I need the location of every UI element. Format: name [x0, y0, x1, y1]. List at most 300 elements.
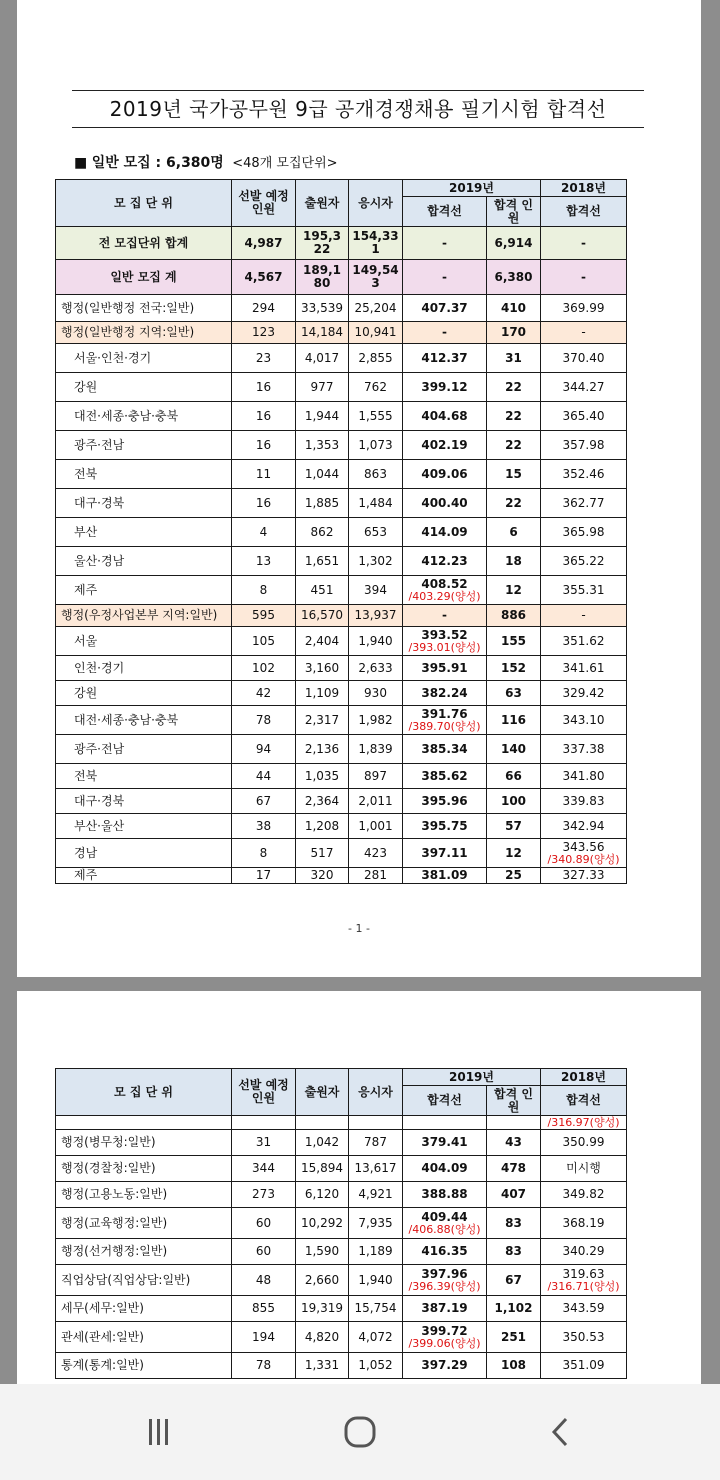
cell-planned: 31 [232, 1130, 296, 1156]
value: 7,935 [358, 1215, 393, 1230]
cell-examinees [349, 431, 403, 460]
cell-cutoff-2018 [541, 518, 627, 547]
value: 357.98 [562, 437, 605, 452]
cell-applicants [296, 868, 349, 884]
cell-passers: 22 [487, 373, 541, 402]
cell-cutoff-2018 [541, 260, 627, 295]
cell-unit-name: 대구·경북 [56, 789, 232, 814]
value: 388.88 [421, 1187, 468, 1201]
value: 14,184 [301, 325, 343, 339]
header-cutoff_2018: 합격선 [541, 1086, 627, 1116]
table-row [56, 460, 627, 489]
value: 1,302 [358, 553, 393, 568]
value: 379.41 [421, 1135, 468, 1149]
value: 1,073 [358, 437, 393, 452]
value: 343.56 [562, 839, 605, 854]
cell-passers: 1,102 [487, 1296, 541, 1322]
value: 1,035 [304, 768, 340, 783]
value: 395.75 [421, 818, 468, 833]
cell-empty [296, 1116, 349, 1130]
android-navigation-bar [0, 1384, 720, 1480]
table-row [56, 605, 627, 627]
cell-cutoff-2018 [541, 1239, 627, 1265]
value: 395.91 [421, 660, 468, 675]
cell-unit-name: 일반 모집 계 [56, 260, 232, 295]
value: 897 [364, 768, 387, 783]
cell-passers: 43 [487, 1130, 541, 1156]
value: 10,941 [354, 325, 397, 339]
value: 1,944 [304, 408, 340, 423]
cell-cutoff-2018 [541, 402, 627, 431]
cell-unit-name: 인천·경기 [56, 656, 232, 681]
cell-planned: 294 [232, 295, 296, 322]
value: 344.27 [562, 379, 605, 394]
table-row [56, 706, 627, 735]
table-row [56, 1296, 627, 1322]
cell-cutoff-2018 [541, 227, 627, 260]
cell-cutoff-2018 [541, 1156, 627, 1182]
value: 1,590 [304, 1244, 340, 1258]
value: 1,651 [304, 553, 340, 568]
cell-examinees [349, 260, 403, 295]
cell-applicants [296, 460, 349, 489]
cell-examinees [349, 373, 403, 402]
value: 930 [364, 685, 387, 700]
value: 404.68 [421, 408, 468, 423]
recent-apps-button[interactable] [138, 1414, 178, 1450]
header-passers: 합격 인원 [487, 197, 541, 227]
cell-cutoff-2018 [541, 1322, 627, 1353]
home-button[interactable] [340, 1414, 380, 1450]
value: 320 [310, 868, 334, 882]
value: 13,617 [354, 1161, 397, 1175]
header-year_2019: 2019년 [403, 1069, 541, 1086]
cell-empty [403, 1116, 487, 1130]
cell-planned: 105 [232, 627, 296, 656]
cell-applicants [296, 1322, 349, 1353]
value: 2,136 [304, 741, 340, 756]
cell-passers: 83 [487, 1239, 541, 1265]
cell-planned: 44 [232, 764, 296, 789]
cell-unit-name: 세무(세무:일반) [56, 1296, 232, 1322]
cell-applicants [296, 547, 349, 576]
cell-planned: 4,987 [232, 227, 296, 260]
cell-passers: 12 [487, 576, 541, 605]
header-applicants: 출원자 [296, 180, 349, 227]
value: 15,754 [354, 1301, 397, 1315]
cell-cutoff-2019 [403, 839, 487, 868]
cell-cutoff-2018 [541, 489, 627, 518]
value: 352.46 [562, 466, 605, 481]
cell-cutoff-2019 [403, 1239, 487, 1265]
value: 6,120 [304, 1187, 340, 1201]
cell-examinees [349, 1182, 403, 1208]
section-label: 일반 모집 : 6,380명 [91, 155, 224, 171]
cell-unit-name: 서울 [56, 627, 232, 656]
cutoff-table-page-1 [55, 179, 627, 884]
cell-planned: 11 [232, 460, 296, 489]
cell-applicants [296, 518, 349, 547]
cell-passers: 83 [487, 1208, 541, 1239]
value: 1,982 [358, 712, 393, 727]
cell-examinees [349, 735, 403, 764]
cell-applicants [296, 344, 349, 373]
value: 365.40 [562, 408, 605, 423]
value: 862 [310, 524, 334, 539]
table-row [56, 1182, 627, 1208]
value: - [581, 269, 586, 284]
cell-cutoff-2019 [403, 1130, 487, 1156]
value: 409.44 [421, 1209, 468, 1224]
table-row [56, 227, 627, 260]
value: 393.52 [421, 627, 468, 642]
cell-cutoff-2018 [541, 1182, 627, 1208]
cell-passers: 251 [487, 1322, 541, 1353]
table-row [56, 576, 627, 605]
cell-examinees [349, 627, 403, 656]
header-unit: 모 집 단 위 [56, 180, 232, 227]
cell-planned: 8 [232, 576, 296, 605]
value: 329.42 [562, 685, 605, 700]
cell-passers: 22 [487, 402, 541, 431]
value: 1,331 [304, 1358, 340, 1372]
cell-planned: 595 [232, 605, 296, 627]
value: 349.82 [562, 1187, 605, 1201]
value: - [581, 608, 586, 622]
cell-applicants [296, 656, 349, 681]
value: 404.09 [421, 1161, 468, 1175]
value: 3,160 [304, 660, 340, 675]
cell-examinees [349, 1322, 403, 1353]
cell-cutoff-2019 [403, 1296, 487, 1322]
cell-cutoff-2018 [541, 431, 627, 460]
header-year_2018: 2018년 [541, 1069, 627, 1086]
cell-passers: 6,380 [487, 260, 541, 295]
cell-cutoff-2019 [403, 322, 487, 344]
table-row [56, 489, 627, 518]
cell-empty [349, 1116, 403, 1130]
value: 1,001 [358, 818, 393, 833]
value: 408.52 [421, 576, 468, 591]
header-applicants: 출원자 [296, 1069, 349, 1116]
cell-examinees [349, 1130, 403, 1156]
value: 2,855 [358, 350, 393, 365]
value: 4,017 [304, 350, 340, 365]
cell-unit-name: 행정(일반행정 지역:일반) [56, 322, 232, 344]
dual-gender-cutoff: /399.06(양성) [408, 1336, 481, 1350]
value: 369.99 [562, 300, 605, 315]
cell-examinees [349, 547, 403, 576]
value: 370.40 [562, 350, 605, 365]
cell-examinees [349, 764, 403, 789]
table-row [56, 322, 627, 344]
cell-examinees [349, 576, 403, 605]
value: 25,204 [354, 300, 397, 315]
value: 653 [364, 524, 387, 539]
value: 400.40 [421, 495, 468, 510]
table-row [56, 1156, 627, 1182]
cell-cutoff-2019 [403, 735, 487, 764]
value: 395.96 [421, 793, 468, 808]
table-row [56, 764, 627, 789]
cell-passers: 22 [487, 489, 541, 518]
table-row [56, 518, 627, 547]
cell-cutoff-2018 [541, 460, 627, 489]
value: 387.19 [421, 1301, 468, 1315]
cell-examinees [349, 1353, 403, 1379]
cell-unit-name: 전 모집단위 합계 [56, 227, 232, 260]
value: 365.98 [562, 524, 605, 539]
cell-cutoff-2018 [541, 344, 627, 373]
value: 1,940 [358, 1272, 393, 1287]
value: 15,894 [301, 1161, 343, 1175]
table-row [56, 789, 627, 814]
cell-applicants [296, 764, 349, 789]
header-unit: 모 집 단 위 [56, 1069, 232, 1116]
value: 327.33 [562, 868, 605, 882]
value: 394 [364, 582, 387, 597]
value: 342.94 [562, 818, 605, 833]
value: 355.31 [562, 582, 605, 597]
value: 368.19 [562, 1215, 605, 1230]
cell-cutoff-2018 [541, 1353, 627, 1379]
value: 409.06 [421, 466, 468, 481]
cell-applicants [296, 627, 349, 656]
value: 339.83 [562, 793, 605, 808]
value: 2,660 [304, 1272, 340, 1287]
value: 385.34 [421, 741, 468, 756]
value: 1,189 [358, 1244, 393, 1258]
value: 1,208 [304, 818, 340, 833]
cell-cutoff-2018 [541, 373, 627, 402]
value: - [581, 235, 586, 250]
table-row [56, 627, 627, 656]
cell-applicants [296, 402, 349, 431]
cell-planned: 67 [232, 789, 296, 814]
cell-examinees [349, 814, 403, 839]
table-row [56, 1353, 627, 1379]
cell-examinees [349, 789, 403, 814]
cell-unit-name: 제주 [56, 868, 232, 884]
value: - [442, 325, 447, 339]
cell-cutoff-2019 [403, 260, 487, 295]
cell-applicants [296, 1296, 349, 1322]
cell-applicants [296, 1353, 349, 1379]
cell-cutoff-2018 [541, 868, 627, 884]
table-row [56, 681, 627, 706]
cell-applicants [296, 1156, 349, 1182]
recent-apps-icon [142, 1416, 174, 1448]
cell-cutoff-2018 [541, 547, 627, 576]
cell-examinees [349, 518, 403, 547]
cell-cutoff-2018 [541, 576, 627, 605]
cell-cutoff-2019 [403, 460, 487, 489]
cell-cutoff-2019 [403, 627, 487, 656]
cell-examinees [349, 322, 403, 344]
dual-gender-cutoff: /389.70(양성) [408, 719, 481, 733]
cell-examinees [349, 1208, 403, 1239]
cell-passers: 152 [487, 656, 541, 681]
section-heading [74, 152, 338, 172]
value: 787 [364, 1135, 387, 1149]
cell-cutoff-2019 [403, 764, 487, 789]
cell-cutoff-2018 [541, 681, 627, 706]
cell-planned: 8 [232, 839, 296, 868]
value: 341.80 [562, 768, 605, 783]
cell-unit-name: 제주 [56, 576, 232, 605]
cell-planned: 102 [232, 656, 296, 681]
cell-carryover-dual: /316.97(양성) [541, 1116, 627, 1130]
cell-passers: 31 [487, 344, 541, 373]
dual-gender-cutoff: /406.88(양성) [408, 1222, 481, 1236]
cell-cutoff-2019 [403, 402, 487, 431]
cell-cutoff-2018 [541, 656, 627, 681]
cell-planned: 16 [232, 489, 296, 518]
cell-passers: 15 [487, 460, 541, 489]
value: 391.76 [421, 706, 468, 721]
page-number: - 1 - [348, 922, 370, 935]
value: 195,322 [303, 229, 341, 256]
dual-gender-cutoff: /316.71(양성) [547, 1279, 620, 1293]
table-row [56, 260, 627, 295]
value: - [442, 269, 447, 284]
value: 319.63 [562, 1266, 605, 1281]
cell-unit-name: 대구·경북 [56, 489, 232, 518]
cell-passers: 25 [487, 868, 541, 884]
value: 451 [310, 582, 334, 597]
cell-applicants [296, 1239, 349, 1265]
cell-examinees [349, 706, 403, 735]
value: 341.61 [562, 660, 605, 675]
cell-unit-name: 강원 [56, 373, 232, 402]
value: 1,353 [304, 437, 340, 452]
cell-applicants [296, 1130, 349, 1156]
cell-cutoff-2019 [403, 576, 487, 605]
value: 402.19 [421, 437, 468, 452]
dual-gender-cutoff: /403.29(양성) [408, 589, 481, 603]
cell-applicants [296, 681, 349, 706]
cell-cutoff-2019 [403, 656, 487, 681]
cell-cutoff-2019 [403, 1265, 487, 1296]
cell-cutoff-2018 [541, 839, 627, 868]
value: 1,109 [304, 685, 340, 700]
cell-empty [232, 1116, 296, 1130]
cell-cutoff-2018 [541, 1130, 627, 1156]
value: 1,052 [358, 1358, 393, 1372]
cell-applicants [296, 735, 349, 764]
value: 423 [364, 845, 387, 860]
cell-applicants [296, 576, 349, 605]
cell-unit-name: 행정(일반행정 전국:일반) [56, 295, 232, 322]
value: 340.29 [562, 1244, 605, 1258]
value: 1,555 [358, 408, 393, 423]
cell-applicants [296, 789, 349, 814]
cell-passers: 22 [487, 431, 541, 460]
cell-applicants [296, 227, 349, 260]
cell-cutoff-2018 [541, 605, 627, 627]
square-bullet-icon: ■ [74, 155, 88, 171]
cell-unit-name: 관세(관세:일반) [56, 1322, 232, 1353]
cell-unit-name: 강원 [56, 681, 232, 706]
back-button[interactable] [542, 1414, 582, 1450]
cell-passers: 116 [487, 706, 541, 735]
cell-unit-name: 대전·세종·충남·충북 [56, 402, 232, 431]
value: 350.53 [562, 1329, 605, 1344]
value: 33,539 [301, 300, 343, 315]
section-unit-count: <48개 모집단위> [232, 156, 338, 171]
cell-passers: 63 [487, 681, 541, 706]
cell-cutoff-2019 [403, 431, 487, 460]
cell-unit-name: 직업상담(직업상담:일반) [56, 1265, 232, 1296]
cell-unit-name: 부산·울산 [56, 814, 232, 839]
value: 1,042 [304, 1135, 340, 1149]
cell-planned: 78 [232, 1353, 296, 1379]
cell-cutoff-2019 [403, 681, 487, 706]
table-row [56, 839, 627, 868]
cell-passers: 6 [487, 518, 541, 547]
value: 2,011 [358, 793, 393, 808]
cell-cutoff-2019 [403, 605, 487, 627]
value: 397.11 [421, 845, 468, 860]
table-row [56, 656, 627, 681]
table-row [56, 431, 627, 460]
cell-planned: 855 [232, 1296, 296, 1322]
value: 863 [364, 466, 387, 481]
value: 343.10 [562, 712, 605, 727]
cell-cutoff-2019 [403, 1156, 487, 1182]
value: 414.09 [421, 524, 468, 539]
value: 399.72 [421, 1323, 468, 1338]
value: 412.37 [421, 350, 468, 365]
cell-passers: 12 [487, 839, 541, 868]
value: 19,319 [301, 1301, 343, 1315]
cell-applicants [296, 431, 349, 460]
table-row [56, 547, 627, 576]
cell-examinees [349, 402, 403, 431]
cell-cutoff-2018 [541, 627, 627, 656]
cell-unit-name: 광주·전남 [56, 735, 232, 764]
cell-planned: 273 [232, 1182, 296, 1208]
table-row [56, 373, 627, 402]
cell-applicants [296, 322, 349, 344]
cutoff-table-page-2 [55, 1068, 627, 1379]
value: 10,292 [301, 1215, 343, 1230]
cell-planned: 94 [232, 735, 296, 764]
value: - [442, 608, 447, 622]
value: - [581, 325, 586, 339]
cell-passers: 6,914 [487, 227, 541, 260]
value: 2,633 [358, 660, 393, 675]
header-cutoff_2018: 합격선 [541, 197, 627, 227]
cell-planned: 194 [232, 1322, 296, 1353]
back-icon [546, 1416, 578, 1448]
header-cutoff: 합격선 [403, 1086, 487, 1116]
cell-unit-name: 전북 [56, 460, 232, 489]
cell-passers: 140 [487, 735, 541, 764]
cell-cutoff-2019 [403, 1182, 487, 1208]
dual-gender-cutoff: /340.89(양성) [547, 852, 620, 866]
cell-cutoff-2018 [541, 1208, 627, 1239]
value: 362.77 [562, 495, 605, 510]
table-row-carryover [56, 1116, 627, 1130]
cell-passers: 410 [487, 295, 541, 322]
cell-examinees [349, 656, 403, 681]
cell-cutoff-2018 [541, 295, 627, 322]
header-year_2019: 2019년 [403, 180, 541, 197]
value: 1,940 [358, 633, 393, 648]
cell-cutoff-2019 [403, 1208, 487, 1239]
cell-passers: 407 [487, 1182, 541, 1208]
